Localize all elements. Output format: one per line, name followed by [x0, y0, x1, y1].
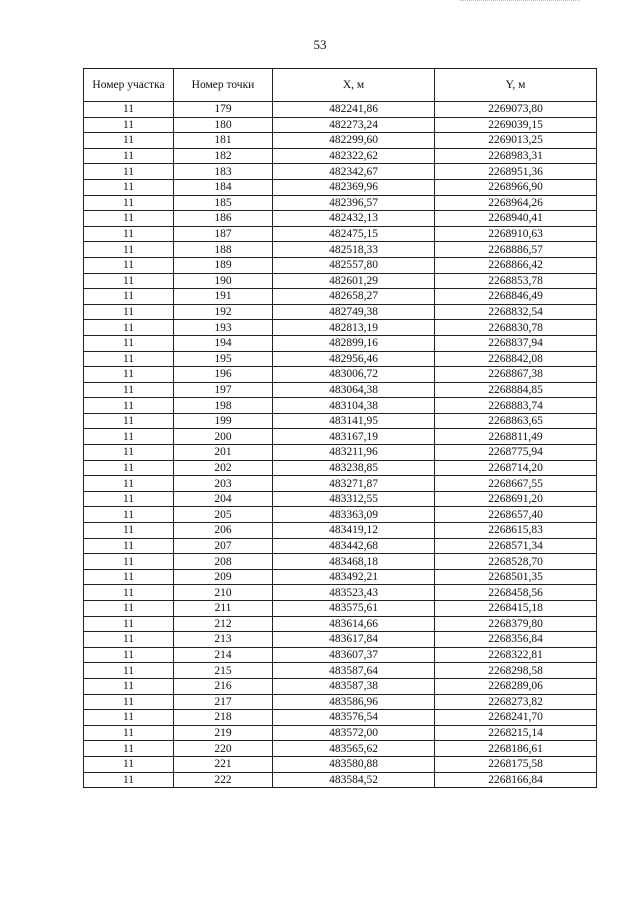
cell-x-coordinate: 483587,64: [273, 663, 435, 679]
page-number: 53: [313, 37, 327, 52]
cell-point-number: 183: [174, 164, 273, 180]
cell-x-coordinate: 483584,52: [273, 772, 435, 788]
cell-plot-number: 11: [84, 491, 174, 507]
table-row: [84, 725, 597, 741]
table-row: [84, 164, 597, 180]
cell-x-coordinate: 483167,19: [273, 429, 435, 445]
cell-plot-number: 11: [84, 616, 174, 632]
table-row: [84, 632, 597, 648]
cell-point-number: 200: [174, 429, 273, 445]
cell-y-coordinate: 2268657,40: [435, 507, 597, 523]
cell-plot-number: 11: [84, 538, 174, 554]
cell-y-coordinate: 2268322,81: [435, 647, 597, 663]
cell-point-number: 192: [174, 304, 273, 320]
cell-x-coordinate: 483468,18: [273, 554, 435, 570]
cell-x-coordinate: 483575,61: [273, 601, 435, 617]
table-row: [84, 538, 597, 554]
cell-x-coordinate: 483617,84: [273, 632, 435, 648]
cell-x-coordinate: 483580,88: [273, 756, 435, 772]
cell-plot-number: 11: [84, 710, 174, 726]
cell-point-number: 207: [174, 538, 273, 554]
table-row: [84, 102, 597, 118]
cell-y-coordinate: 2268415,18: [435, 601, 597, 617]
cell-y-coordinate: 2268951,36: [435, 164, 597, 180]
cell-point-number: 184: [174, 179, 273, 195]
cell-point-number: 199: [174, 413, 273, 429]
cell-y-coordinate: 2268298,58: [435, 663, 597, 679]
cell-plot-number: 11: [84, 647, 174, 663]
cell-plot-number: 11: [84, 289, 174, 305]
cell-point-number: 201: [174, 445, 273, 461]
cell-point-number: 219: [174, 725, 273, 741]
cell-x-coordinate: 482475,15: [273, 226, 435, 242]
cell-point-number: 179: [174, 102, 273, 118]
cell-plot-number: 11: [84, 429, 174, 445]
cell-y-coordinate: 2268886,57: [435, 242, 597, 258]
cell-y-coordinate: 2269013,25: [435, 133, 597, 149]
table-row: [84, 523, 597, 539]
cell-plot-number: 11: [84, 102, 174, 118]
cell-x-coordinate: 483587,38: [273, 678, 435, 694]
header-y-coordinate: Y, м: [435, 69, 597, 102]
cell-y-coordinate: 2268863,65: [435, 413, 597, 429]
cell-y-coordinate: 2268356,84: [435, 632, 597, 648]
header-plot-number: Номер участка: [84, 69, 174, 102]
table-row: [84, 756, 597, 772]
cell-x-coordinate: 483523,43: [273, 585, 435, 601]
cell-x-coordinate: 483006,72: [273, 367, 435, 383]
cell-point-number: 182: [174, 148, 273, 164]
cell-y-coordinate: 2268379,80: [435, 616, 597, 632]
cell-point-number: 220: [174, 741, 273, 757]
cell-plot-number: 11: [84, 164, 174, 180]
cell-y-coordinate: 2268215,14: [435, 725, 597, 741]
table-row: [84, 133, 597, 149]
cell-y-coordinate: 2268966,90: [435, 179, 597, 195]
table-row: [84, 382, 597, 398]
cell-plot-number: 11: [84, 257, 174, 273]
cell-point-number: 204: [174, 491, 273, 507]
cell-y-coordinate: 2268273,82: [435, 694, 597, 710]
table-row: [84, 694, 597, 710]
cell-x-coordinate: 482432,13: [273, 211, 435, 227]
cell-y-coordinate: 2268289,06: [435, 678, 597, 694]
cell-point-number: 181: [174, 133, 273, 149]
cell-x-coordinate: 482557,80: [273, 257, 435, 273]
cell-x-coordinate: 483211,96: [273, 445, 435, 461]
table-row: [84, 710, 597, 726]
cell-plot-number: 11: [84, 148, 174, 164]
cell-y-coordinate: 2268241,70: [435, 710, 597, 726]
cell-x-coordinate: 482658,27: [273, 289, 435, 305]
table-row: [84, 179, 597, 195]
cell-x-coordinate: 483363,09: [273, 507, 435, 523]
table-row: [84, 647, 597, 663]
cell-x-coordinate: 483586,96: [273, 694, 435, 710]
cell-plot-number: 11: [84, 445, 174, 461]
cell-y-coordinate: 2268842,08: [435, 351, 597, 367]
cell-y-coordinate: 2268964,26: [435, 195, 597, 211]
table-row: [84, 585, 597, 601]
cell-point-number: 215: [174, 663, 273, 679]
cell-plot-number: 11: [84, 195, 174, 211]
cell-y-coordinate: 2269039,15: [435, 117, 597, 133]
cell-y-coordinate: 2268458,56: [435, 585, 597, 601]
cell-plot-number: 11: [84, 226, 174, 242]
table-row: [84, 148, 597, 164]
scan-edge-mark: [460, 0, 580, 3]
cell-y-coordinate: 2268501,35: [435, 569, 597, 585]
table-header-row: [84, 69, 597, 102]
cell-y-coordinate: 2268714,20: [435, 460, 597, 476]
cell-plot-number: 11: [84, 632, 174, 648]
cell-point-number: 193: [174, 320, 273, 336]
cell-point-number: 213: [174, 632, 273, 648]
cell-x-coordinate: 483141,95: [273, 413, 435, 429]
cell-point-number: 186: [174, 211, 273, 227]
cell-plot-number: 11: [84, 460, 174, 476]
table-row: [84, 741, 597, 757]
table-row: [84, 195, 597, 211]
cell-x-coordinate: 483064,38: [273, 382, 435, 398]
cell-x-coordinate: 483442,68: [273, 538, 435, 554]
cell-y-coordinate: 2268811,49: [435, 429, 597, 445]
cell-x-coordinate: 482813,19: [273, 320, 435, 336]
cell-plot-number: 11: [84, 569, 174, 585]
cell-point-number: 211: [174, 601, 273, 617]
cell-point-number: 210: [174, 585, 273, 601]
table-row: [84, 398, 597, 414]
cell-x-coordinate: 483576,54: [273, 710, 435, 726]
cell-plot-number: 11: [84, 772, 174, 788]
cell-x-coordinate: 482518,33: [273, 242, 435, 258]
table-row: [84, 601, 597, 617]
table-row: [84, 569, 597, 585]
cell-plot-number: 11: [84, 242, 174, 258]
cell-x-coordinate: 483104,38: [273, 398, 435, 414]
cell-point-number: 216: [174, 678, 273, 694]
cell-y-coordinate: 2268691,20: [435, 491, 597, 507]
cell-plot-number: 11: [84, 663, 174, 679]
cell-y-coordinate: 2268775,94: [435, 445, 597, 461]
cell-x-coordinate: 482749,38: [273, 304, 435, 320]
table-row: [84, 117, 597, 133]
cell-point-number: 195: [174, 351, 273, 367]
cell-plot-number: 11: [84, 304, 174, 320]
table-row: [84, 507, 597, 523]
cell-point-number: 187: [174, 226, 273, 242]
cell-point-number: 180: [174, 117, 273, 133]
cell-plot-number: 11: [84, 133, 174, 149]
cell-plot-number: 11: [84, 476, 174, 492]
cell-plot-number: 11: [84, 413, 174, 429]
cell-plot-number: 11: [84, 273, 174, 289]
cell-y-coordinate: 2269073,80: [435, 102, 597, 118]
cell-point-number: 222: [174, 772, 273, 788]
cell-plot-number: 11: [84, 678, 174, 694]
table-row: [84, 445, 597, 461]
cell-plot-number: 11: [84, 211, 174, 227]
cell-plot-number: 11: [84, 382, 174, 398]
cell-plot-number: 11: [84, 320, 174, 336]
cell-y-coordinate: 2268830,78: [435, 320, 597, 336]
coordinates-table: [83, 68, 597, 788]
table-row: [84, 554, 597, 570]
cell-point-number: 209: [174, 569, 273, 585]
cell-plot-number: 11: [84, 741, 174, 757]
table-body: [84, 102, 597, 788]
cell-x-coordinate: 483565,62: [273, 741, 435, 757]
cell-point-number: 197: [174, 382, 273, 398]
cell-plot-number: 11: [84, 601, 174, 617]
cell-x-coordinate: 482322,62: [273, 148, 435, 164]
cell-y-coordinate: 2268940,41: [435, 211, 597, 227]
cell-y-coordinate: 2268866,42: [435, 257, 597, 273]
cell-x-coordinate: 482273,24: [273, 117, 435, 133]
cell-y-coordinate: 2268166,84: [435, 772, 597, 788]
table-row: [84, 335, 597, 351]
cell-y-coordinate: 2268983,31: [435, 148, 597, 164]
cell-point-number: 221: [174, 756, 273, 772]
cell-point-number: 188: [174, 242, 273, 258]
cell-point-number: 191: [174, 289, 273, 305]
cell-plot-number: 11: [84, 554, 174, 570]
cell-y-coordinate: 2268846,49: [435, 289, 597, 305]
cell-y-coordinate: 2268186,61: [435, 741, 597, 757]
cell-plot-number: 11: [84, 179, 174, 195]
cell-x-coordinate: 482299,60: [273, 133, 435, 149]
cell-x-coordinate: 482342,67: [273, 164, 435, 180]
cell-x-coordinate: 482241,86: [273, 102, 435, 118]
table-row: [84, 476, 597, 492]
cell-point-number: 214: [174, 647, 273, 663]
cell-x-coordinate: 483238,85: [273, 460, 435, 476]
cell-x-coordinate: 482899,16: [273, 335, 435, 351]
table-row: [84, 226, 597, 242]
table-row: [84, 242, 597, 258]
cell-plot-number: 11: [84, 351, 174, 367]
cell-x-coordinate: 483419,12: [273, 523, 435, 539]
cell-point-number: 194: [174, 335, 273, 351]
cell-y-coordinate: 2268884,85: [435, 382, 597, 398]
table-row: [84, 663, 597, 679]
cell-point-number: 198: [174, 398, 273, 414]
cell-x-coordinate: 483607,37: [273, 647, 435, 663]
cell-x-coordinate: 482396,57: [273, 195, 435, 211]
table-row: [84, 320, 597, 336]
table-row: [84, 413, 597, 429]
cell-plot-number: 11: [84, 585, 174, 601]
cell-x-coordinate: 483614,66: [273, 616, 435, 632]
cell-x-coordinate: 483312,55: [273, 491, 435, 507]
cell-plot-number: 11: [84, 117, 174, 133]
cell-plot-number: 11: [84, 335, 174, 351]
cell-plot-number: 11: [84, 398, 174, 414]
cell-y-coordinate: 2268910,63: [435, 226, 597, 242]
cell-x-coordinate: 483572,00: [273, 725, 435, 741]
table-row: [84, 304, 597, 320]
cell-plot-number: 11: [84, 725, 174, 741]
cell-point-number: 196: [174, 367, 273, 383]
cell-y-coordinate: 2268883,74: [435, 398, 597, 414]
cell-plot-number: 11: [84, 756, 174, 772]
table-row: [84, 273, 597, 289]
cell-point-number: 205: [174, 507, 273, 523]
table-row: [84, 257, 597, 273]
cell-point-number: 208: [174, 554, 273, 570]
cell-point-number: 217: [174, 694, 273, 710]
table-row: [84, 429, 597, 445]
cell-plot-number: 11: [84, 523, 174, 539]
cell-point-number: 202: [174, 460, 273, 476]
cell-y-coordinate: 2268175,58: [435, 756, 597, 772]
cell-point-number: 218: [174, 710, 273, 726]
table-row: [84, 491, 597, 507]
table-row: [84, 678, 597, 694]
cell-plot-number: 11: [84, 507, 174, 523]
header-x-coordinate: X, м: [273, 69, 435, 102]
cell-point-number: 189: [174, 257, 273, 273]
cell-plot-number: 11: [84, 694, 174, 710]
cell-x-coordinate: 483492,21: [273, 569, 435, 585]
header-point-number: Номер точки: [174, 69, 273, 102]
cell-point-number: 203: [174, 476, 273, 492]
cell-y-coordinate: 2268832,54: [435, 304, 597, 320]
cell-y-coordinate: 2268853,78: [435, 273, 597, 289]
cell-point-number: 190: [174, 273, 273, 289]
cell-point-number: 206: [174, 523, 273, 539]
cell-plot-number: 11: [84, 367, 174, 383]
table-row: [84, 772, 597, 788]
cell-x-coordinate: 483271,87: [273, 476, 435, 492]
table-row: [84, 616, 597, 632]
table-row: [84, 211, 597, 227]
cell-point-number: 212: [174, 616, 273, 632]
cell-point-number: 185: [174, 195, 273, 211]
table-row: [84, 351, 597, 367]
table-row: [84, 460, 597, 476]
cell-y-coordinate: 2268615,83: [435, 523, 597, 539]
cell-y-coordinate: 2268528,70: [435, 554, 597, 570]
cell-x-coordinate: 482601,29: [273, 273, 435, 289]
cell-y-coordinate: 2268837,94: [435, 335, 597, 351]
cell-y-coordinate: 2268667,55: [435, 476, 597, 492]
cell-y-coordinate: 2268867,38: [435, 367, 597, 383]
cell-x-coordinate: 482956,46: [273, 351, 435, 367]
table-row: [84, 289, 597, 305]
table-row: [84, 367, 597, 383]
cell-x-coordinate: 482369,96: [273, 179, 435, 195]
cell-y-coordinate: 2268571,34: [435, 538, 597, 554]
